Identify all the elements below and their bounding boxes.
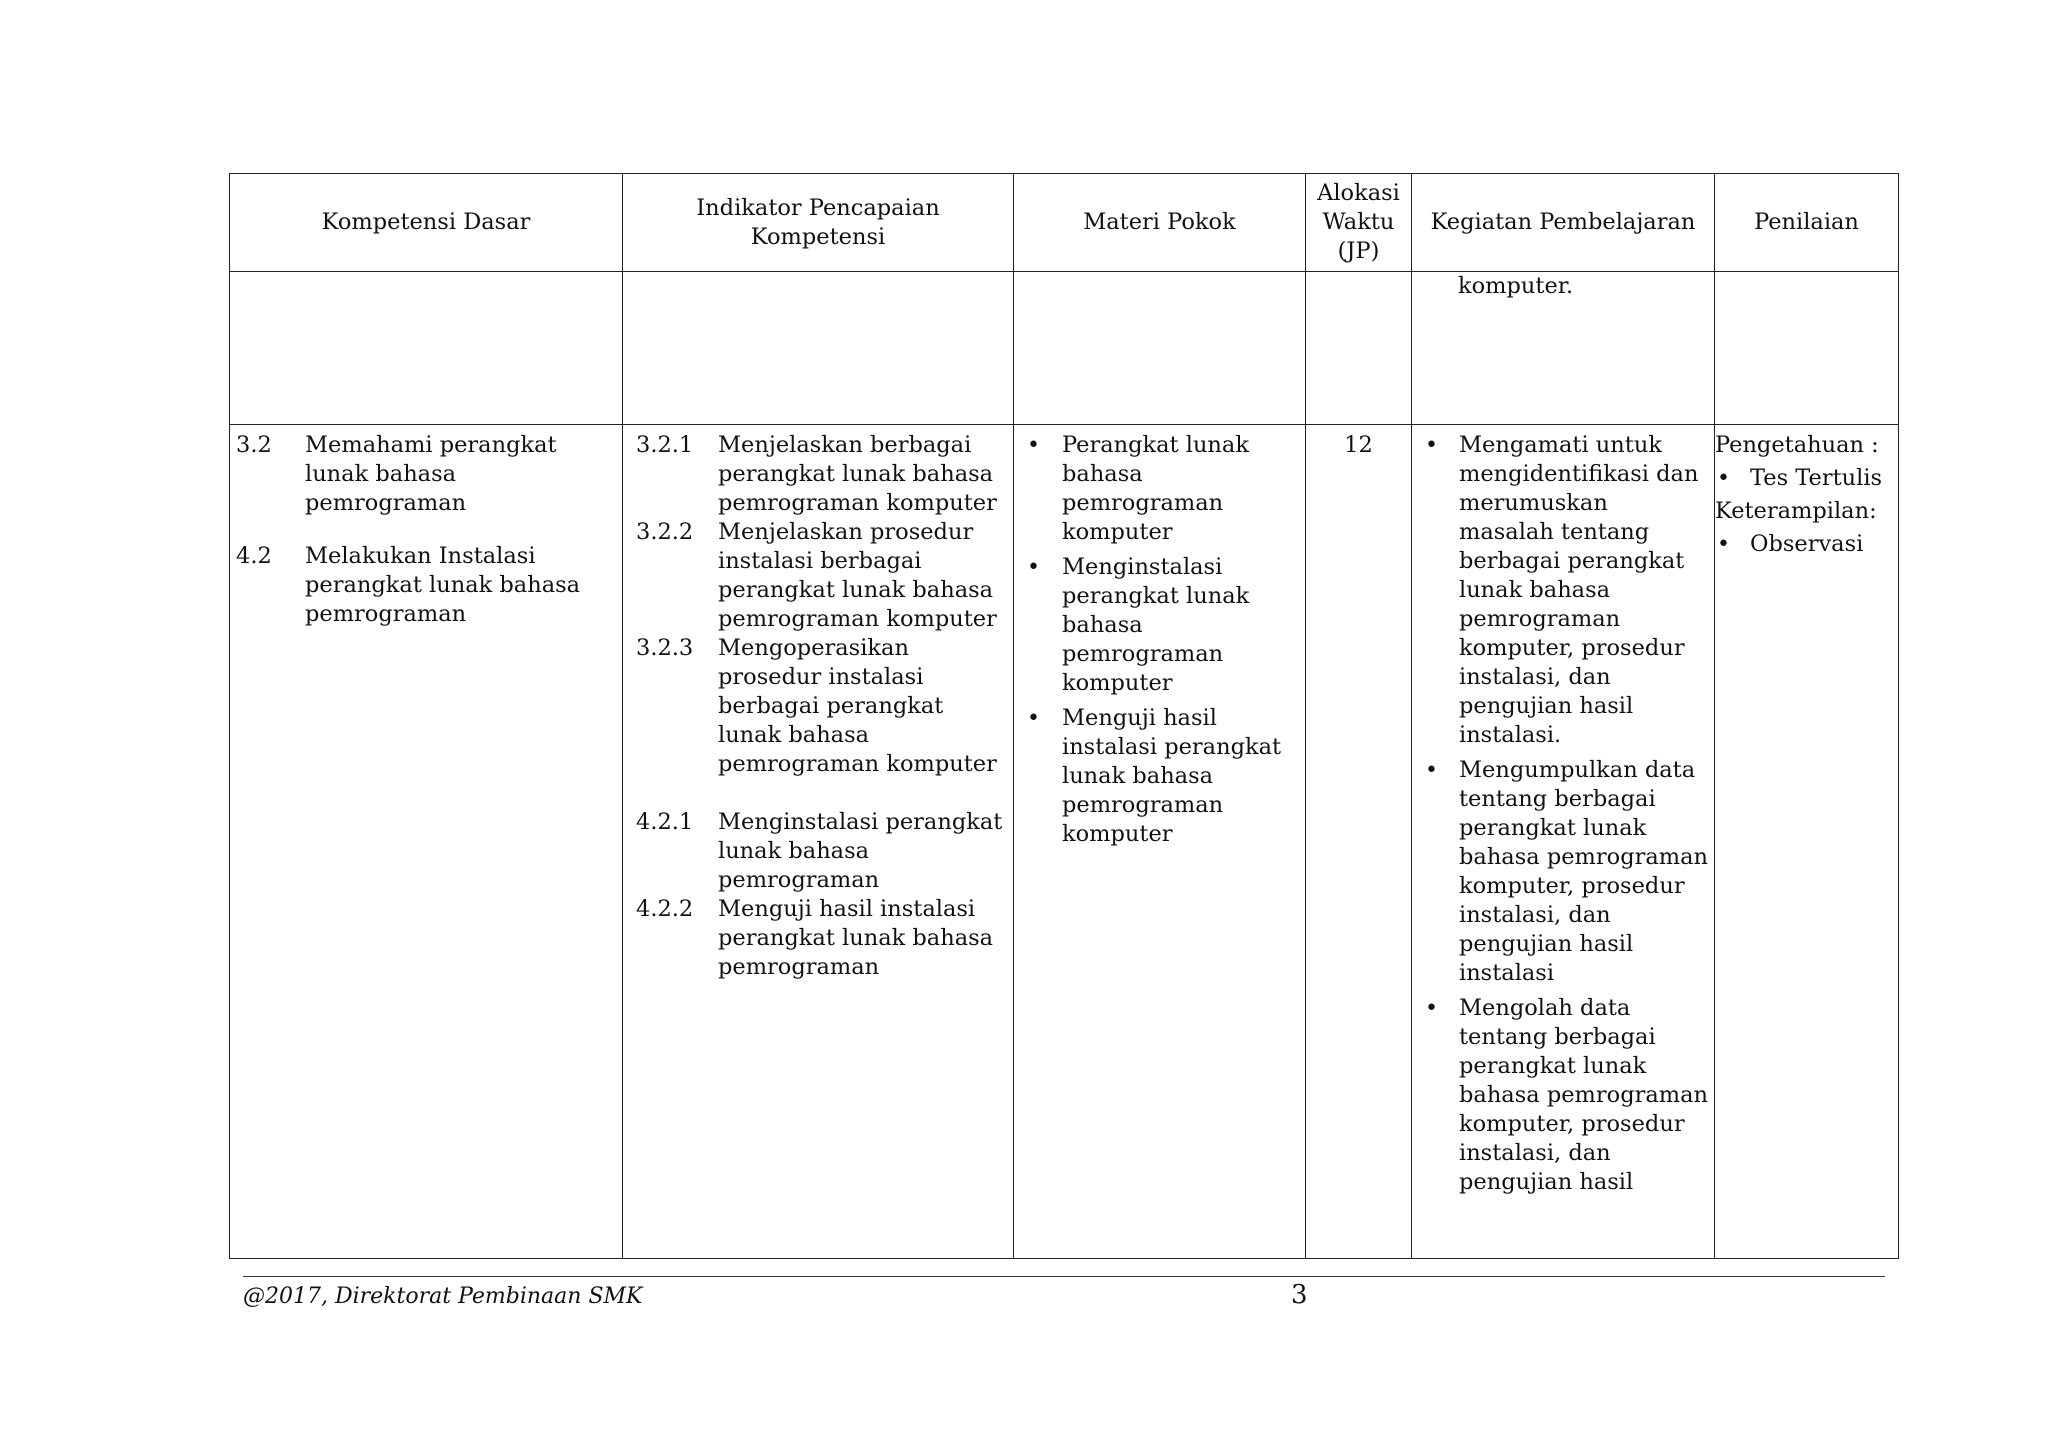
page-number: 3 (1291, 1280, 1308, 1310)
list-item: • Menguji hasil instalasi perangkat lunak bahasa pemrograman komputer (1014, 704, 1305, 849)
continuation-text: komputer. (1458, 273, 1574, 299)
list-item: • Tes Tertulis (1715, 464, 1898, 493)
kd-item (230, 542, 622, 629)
table-header-row (230, 174, 1899, 272)
footer-divider (243, 1276, 1885, 1277)
cell-empty (1715, 272, 1899, 425)
list-item: • Observasi (1715, 530, 1898, 559)
indicator-number: 4.2.2 (636, 896, 694, 922)
indicator-text: Menjelaskan prosedur instalasi berbagai perangkat lunak bahasa pemrograman komputer (718, 519, 997, 632)
kd-number: 4.2 (236, 543, 272, 569)
cell-indikator (623, 425, 1014, 1259)
table-row-continuation (230, 272, 1899, 425)
indicator-number: 3.2.1 (636, 432, 694, 458)
header-kompetensi-dasar: Kompetensi Dasar (230, 174, 623, 272)
table-row (230, 425, 1899, 1259)
cell-materi-pokok (1014, 425, 1306, 1259)
list-item: • Mengolah data tentang berbagai perangkat lunak bahasa pemrograman komputer, prosedur instalasi, dan pengujian hasil (1412, 994, 1714, 1197)
syllabus-table (229, 173, 1899, 1259)
indicator-text: Mengoperasikan prosedur instalasi berbagai perangkat lunak bahasa pemrograman komputer (718, 635, 997, 777)
list-item: • Menginstalasi perangkat lunak bahasa pemrograman komputer (1014, 553, 1305, 698)
kd-number: 3.2 (236, 432, 272, 458)
list-item: • Mengamati untuk mengidentifikasi dan merumuskan masalah tentang berbagai perangkat lunak bahasa pemrograman komputer, prosedur instalasi, dan pengujian hasil instalasi. (1412, 431, 1714, 750)
cell-empty (623, 272, 1014, 425)
pengetahuan-list (1715, 464, 1898, 493)
header-alokasi-waktu: Alokasi Waktu (JP) (1306, 174, 1412, 272)
pengetahuan-label: Pengetahuan : (1715, 432, 1879, 458)
header-penilaian: Penilaian (1715, 174, 1899, 272)
cell-penilaian (1715, 425, 1899, 1259)
cell-kompetensi-dasar (230, 425, 623, 1259)
indicator-number: 3.2.2 (636, 519, 694, 545)
list-item: • Mengumpulkan data tentang berbagai perangkat lunak bahasa pemrograman komputer, prosedur instalasi, dan pengujian hasil instalasi (1412, 756, 1714, 988)
footer-copyright: @2017, Direktorat Pembinaan SMK (243, 1284, 643, 1309)
keterampilan-list (1715, 530, 1898, 559)
kegiatan-list (1412, 431, 1714, 1197)
kd-text: Memahami perangkat lunak bahasa pemrograman (305, 432, 557, 516)
indicator-text: Menguji hasil instalasi perangkat lunak bahasa pemrograman (718, 896, 994, 980)
cell-alokasi-waktu (1306, 425, 1412, 1259)
cell-empty (230, 272, 623, 425)
indicator-text: Menginstalasi perangkat lunak bahasa pemrograman (718, 809, 1003, 893)
indicator-number: 3.2.3 (636, 635, 694, 661)
header-kegiatan: Kegiatan Pembelajaran (1412, 174, 1715, 272)
cell-kegiatan-continuation (1412, 272, 1715, 425)
indicator-item (623, 895, 1013, 982)
header-materi-pokok: Materi Pokok (1014, 174, 1306, 272)
cell-empty (1014, 272, 1306, 425)
kd-item (230, 431, 622, 518)
kd-text: Melakukan Instalasi perangkat lunak bahasa pemrograman (305, 543, 581, 627)
alokasi-value: 12 (1344, 432, 1373, 458)
header-indikator: Indikator Pencapaian Kompetensi (623, 174, 1014, 272)
cell-kegiatan (1412, 425, 1715, 1259)
indicator-number: 4.2.1 (636, 809, 694, 835)
cell-empty (1306, 272, 1412, 425)
indicator-item (623, 634, 1013, 779)
list-item: • Perangkat lunak bahasa pemrograman komputer (1014, 431, 1305, 547)
indicator-item (623, 808, 1013, 895)
indicator-item (623, 431, 1013, 518)
indicator-text: Menjelaskan berbagai perangkat lunak bahasa pemrograman komputer (718, 432, 997, 516)
materi-list (1014, 431, 1305, 849)
indicator-item (623, 518, 1013, 634)
keterampilan-label: Keterampilan: (1715, 498, 1877, 524)
